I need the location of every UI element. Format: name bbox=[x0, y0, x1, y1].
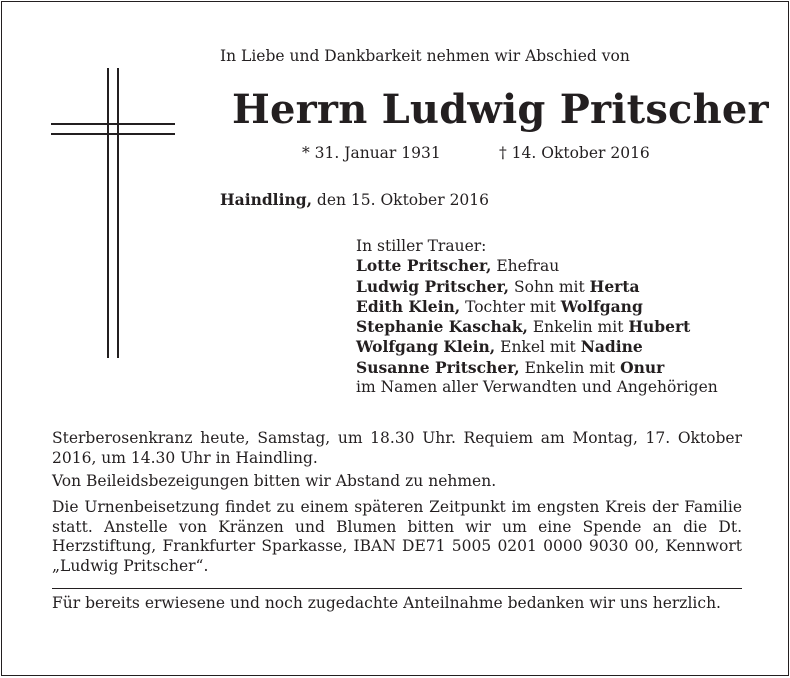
mourners-block bbox=[356, 237, 718, 397]
mourner-name: Edith Klein, bbox=[356, 296, 461, 316]
mourner-entry bbox=[356, 297, 718, 317]
mourner-partner: Herta bbox=[589, 276, 640, 296]
divider bbox=[52, 588, 742, 589]
mourner-name: Lotte Pritscher, bbox=[356, 256, 492, 276]
death-date: † 14. Oktober 2016 bbox=[499, 144, 650, 162]
mourner-entry bbox=[356, 277, 718, 297]
mourner-relation: Ehefrau bbox=[491, 257, 560, 276]
mourner-name: Ludwig Pritscher, bbox=[356, 276, 510, 296]
condolences-paragraph: Von Beileidsbezeigungen bitten wir Abstand zu nehmen. bbox=[52, 472, 497, 490]
place-town: Haindling, bbox=[220, 190, 312, 209]
mourner-partner: Hubert bbox=[628, 317, 691, 337]
mourner-name: Susanne Pritscher, bbox=[356, 357, 520, 377]
mourner-relation: Enkel mit bbox=[495, 338, 581, 357]
mourner-entry bbox=[356, 337, 718, 357]
obituary-notice bbox=[1, 1, 789, 676]
birth-date: * 31. Januar 1931 bbox=[302, 144, 441, 162]
mourner-relation: Tochter mit bbox=[460, 297, 561, 316]
mourners-heading: In stiller Trauer: bbox=[356, 237, 487, 255]
mourner-entry bbox=[356, 317, 718, 337]
urn-paragraph: Die Urnenbeisetzung findet zu einem späteren Zeitpunkt im engsten Kreis der Familie statt. Anstelle von Kränzen und Blumen bitten wir um eine Spende an die Dt. Herzstiftung, Frankfurter Sparkasse, IBAN DE71 5005 0201 0000 9030 00, Kennwort „Ludwig Pritscher“. bbox=[52, 498, 742, 575]
mourner-relation: Sohn mit bbox=[509, 277, 590, 296]
mourner-partner: Wolfgang bbox=[560, 296, 643, 316]
mourner-partner: Onur bbox=[620, 357, 665, 377]
place-date-line bbox=[220, 190, 489, 209]
mourner-partner: Nadine bbox=[580, 337, 643, 357]
mourners-closing: im Namen aller Verwandten und Angehörigen bbox=[356, 378, 718, 397]
mourner-name: Stephanie Kaschak, bbox=[356, 317, 528, 337]
cross-icon bbox=[51, 68, 175, 358]
place-date: den 15. Oktober 2016 bbox=[311, 191, 490, 209]
thanks-paragraph: Für bereits erwiesene und noch zugedachte Anteilnahme bedanken wir uns herzlich. bbox=[52, 594, 721, 612]
deceased-name: Herrn Ludwig Pritscher bbox=[232, 86, 769, 133]
mourner-entry bbox=[356, 358, 718, 378]
mourner-entry bbox=[356, 256, 718, 276]
intro-line: In Liebe und Dankbarkeit nehmen wir Abschied von bbox=[220, 47, 630, 65]
mourner-relation: Enkelin mit bbox=[519, 358, 621, 377]
mourner-name: Wolfgang Klein, bbox=[356, 337, 496, 357]
rosary-paragraph: Sterberosenkranz heute, Samstag, um 18.30 Uhr. Requiem am Montag, 17. Oktober 2016, um 14.30 Uhr in Haindling. bbox=[52, 429, 742, 467]
mourner-relation: Enkelin mit bbox=[527, 318, 629, 337]
